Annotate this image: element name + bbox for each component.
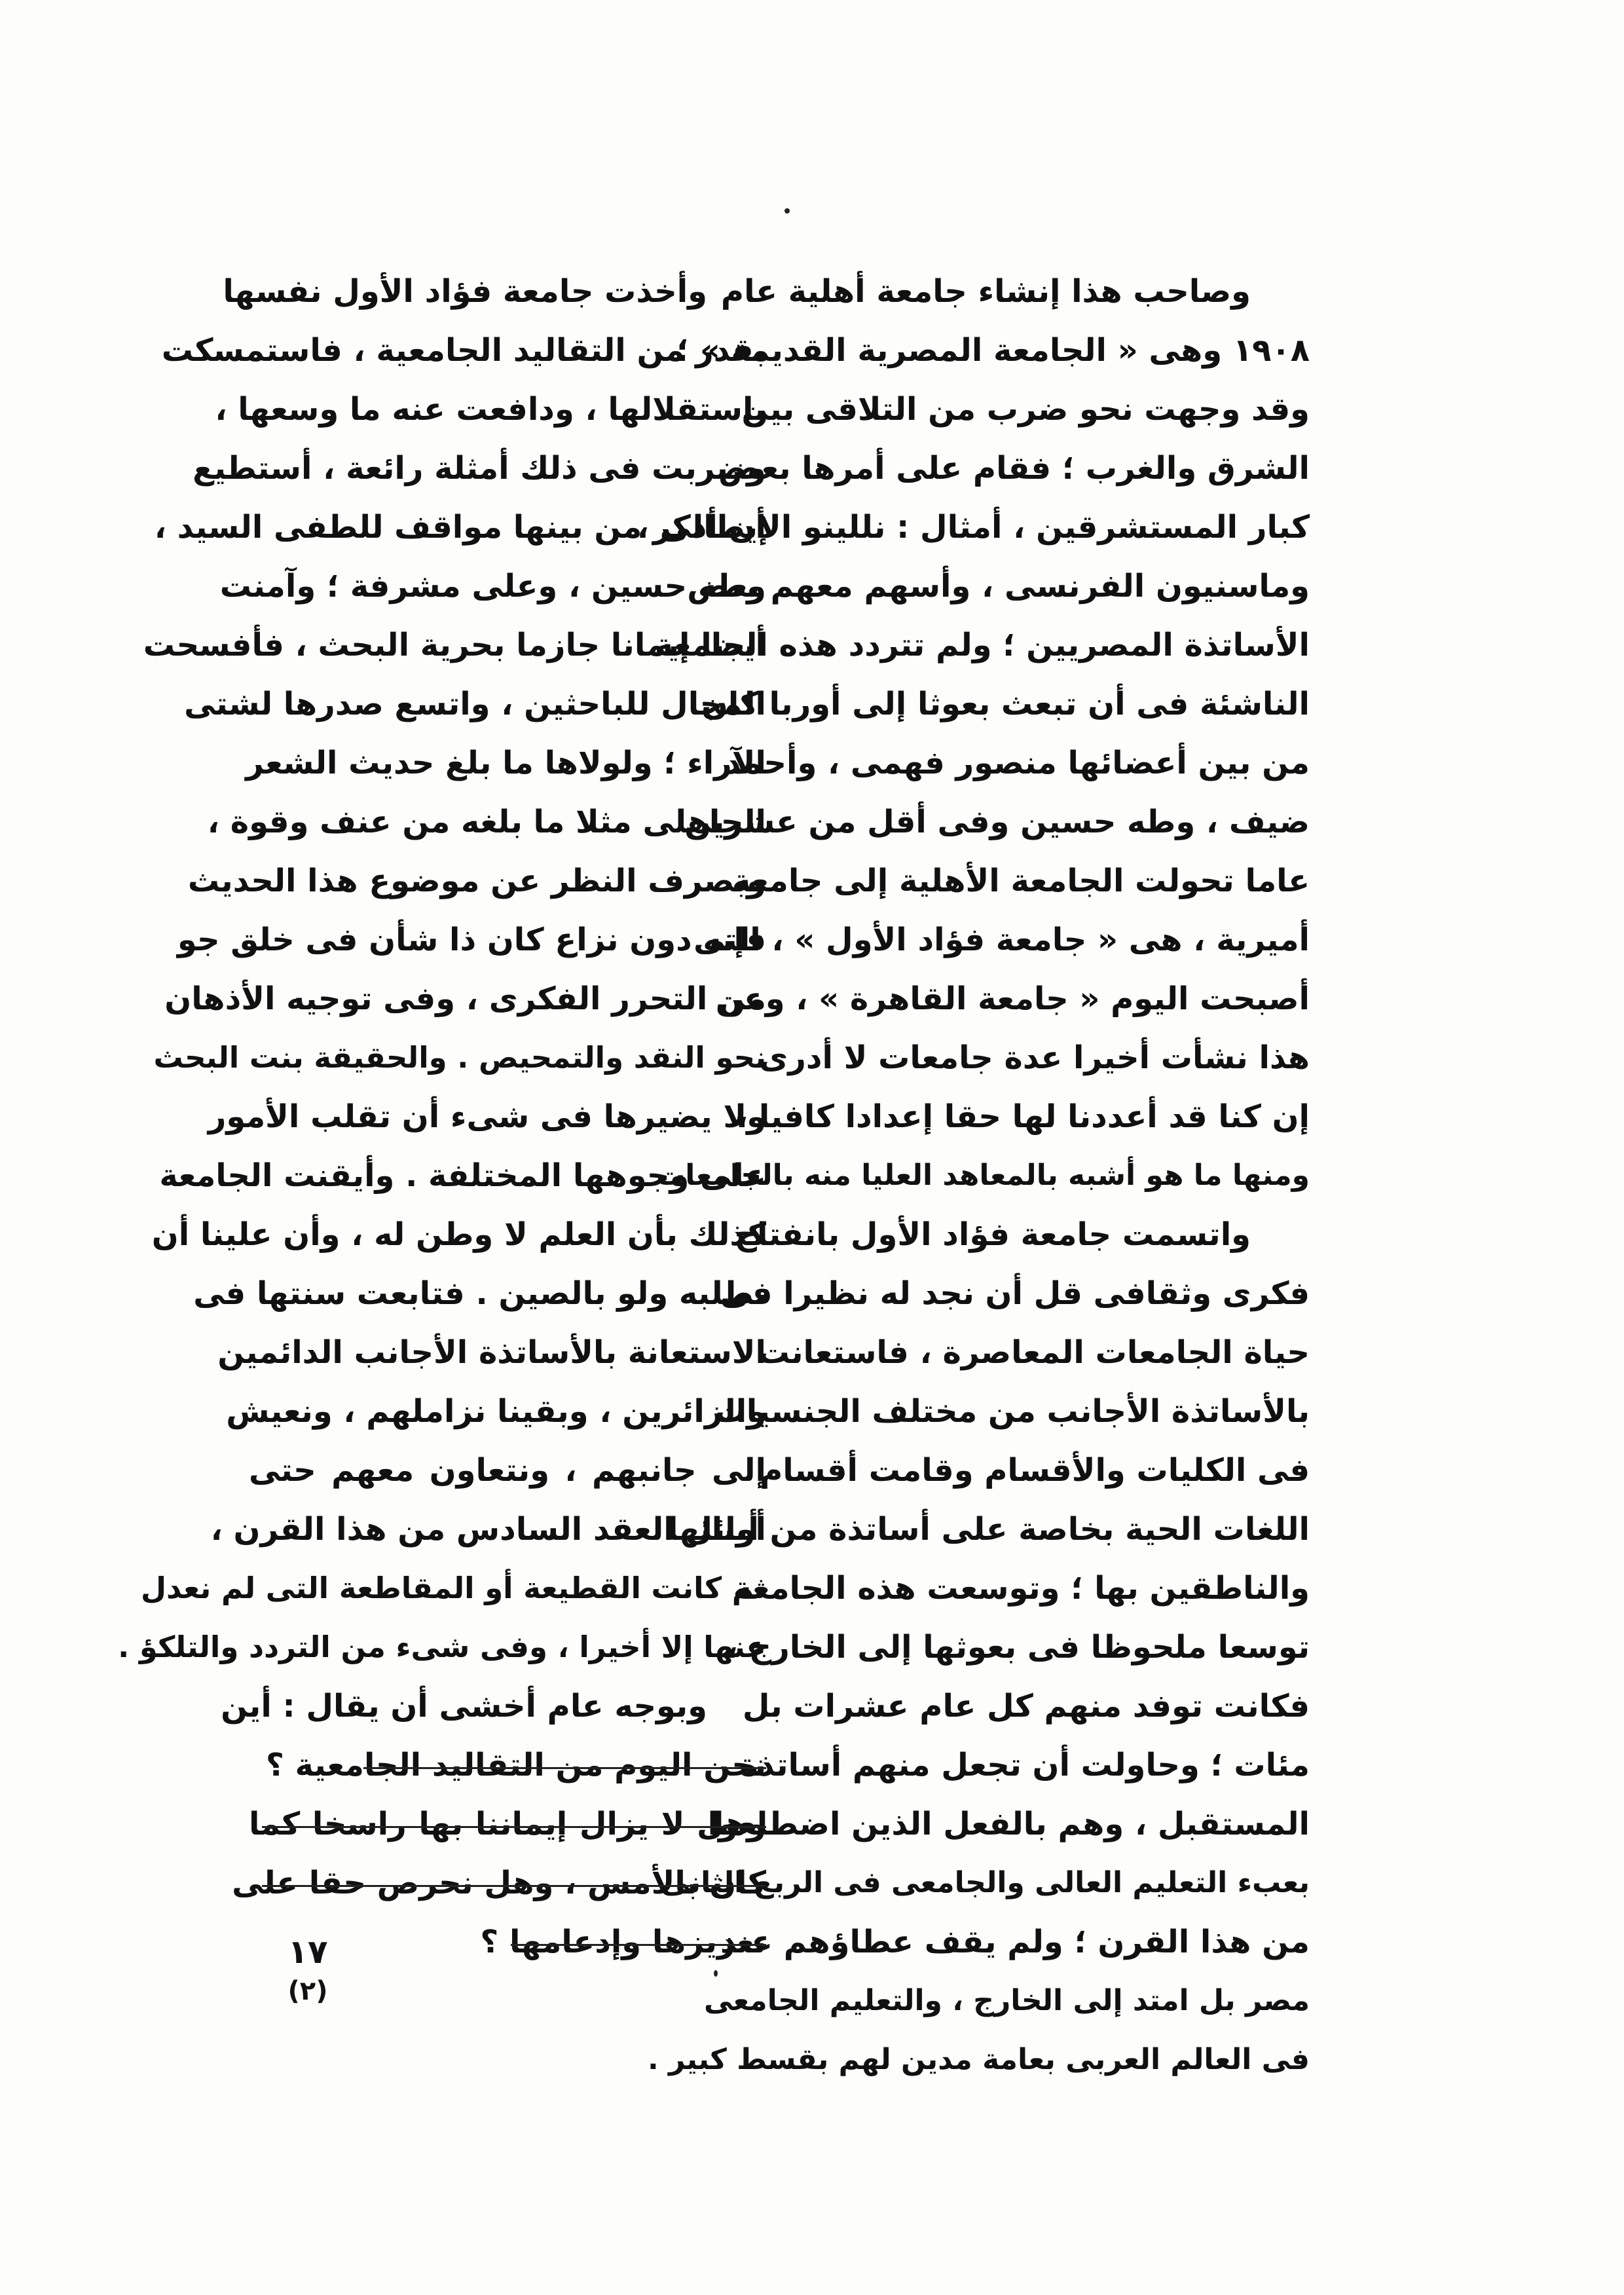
text-line: نطلبه ولو بالصين . فتابعت سنتها فى [193,1275,766,1312]
text-line: واتسمت جامعة فؤاد الأول بانفتاح [734,1216,1251,1253]
text-line: من بين أعضائها منصور فهمى ، وأحمد [724,745,1310,781]
text-line: فإنه دون نزاع كان ذا شأن فى خلق جو [177,922,766,958]
text-line: فكرى وثقافى قل أن نجد له نظيرا فى [720,1275,1310,1312]
text-line: ومنها ما هو أشبه بالمعاهد العليا منه بالجامعات [656,1159,1310,1192]
text-line: ضيف ، وطه حسين وفى أقل من عشرين [684,804,1310,840]
text-line: كذلك بأن العلم لا وطن له ، وأن علينا أن [151,1216,766,1253]
text-line: باستقلالها ، ودافعت عنه ما وسعها ، [215,391,766,428]
text-line: المستقبل ، وهم بالفعل الذين اضطلعوا [707,1806,1310,1842]
text-line: وطه حسين ، وعلى مشرفة ؛ وآمنت [219,568,766,605]
underline-rule [363,1767,766,1769]
article-column-left [118,262,766,1971]
text-line: مصر بل امتد إلى الخارج ، والتعليم الجامعى [703,1984,1310,2017]
text-line: كبار المستشرقين ، أمثال : نللينو الإيطالى ، [637,509,1310,546]
underline-rule [262,1826,766,1828]
text-line: فكانت توفد منهم كل عام عشرات بل [742,1688,1310,1725]
text-line: وبوجه عام أخشى أن يقال : أين [221,1688,707,1725]
text-line: والناطقين بها ؛ وتوسعت هذه الجامعة [733,1570,1310,1607]
page-sub-number: (٢) [287,1976,328,2006]
page-number: ١٧ [287,1933,328,1971]
text-line: الناشئة فى أن تبعث بعوثا إلى أوربا كان [701,686,1310,722]
text-line: وبصرف النظر عن موضوع هذا الحديث [187,863,766,899]
text-line: توسعا ملحوظا فى بعوثها إلى الخارج ، [726,1629,1310,1666]
text-line: ١٩٠٨ وهى « الجامعة المصرية القديمة » ؛ [676,332,1310,369]
text-line: وماسنيون الفرنسى ، وأسهم معهم بعض [687,568,1310,605]
article-column-right [637,262,1310,2089]
scan-speck [784,208,790,214]
text-line: فى العالم العربى بعامة مدين لهم بقسط كبير . [647,2043,1310,2076]
text-line: الآراء ؛ ولولاها ما بلغ حديث الشعر [246,745,766,781]
text-line: كان بالأمس ، وهل نحرص حقا على [232,1865,766,1901]
text-line: أن أذكر من بينها مواقف للطفى السيد ، [154,509,766,546]
text-line: نحن اليوم من التقاليد الجامعية ؟ [265,1747,766,1783]
text-line: وصاحب هذا إنشاء جامعة أهلية عام [720,273,1251,310]
text-line: والزائرين ، وبقينا نزاملهم ، ونعيش [226,1393,766,1430]
page-number-block [262,1932,354,2011]
text-line: هذا نشأت أخيرا عدة جامعات لا أدرى [759,1039,1310,1076]
text-line: حياة الجامعات المعاصرة ، فاستعانت [758,1334,1310,1371]
text-line: الجاهلى مثلا ما بلغه من عنف وقوة ، [207,804,766,840]
text-line: الاستعانة بالأساتذة الأجانب الدائمين [217,1334,766,1371]
text-line: نحو النقد والتمحيص . والحقيقة بنت البحث [153,1040,766,1075]
text-line: وهل لا يزال إيماننا بها راسخا كما [249,1806,766,1842]
text-line: على وجوهها المختلفة . وأيقنت الجامعة [159,1157,766,1194]
text-line: إلى جانبهم ، ونتعاون معهم حتى [249,1452,766,1489]
text-line: من التحرر الفكرى ، وفى توجيه الأذهان [164,980,766,1017]
text-line: أصبحت اليوم « جامعة القاهرة » ، وعن [715,980,1310,1017]
text-line: الأساتذة المصريين ؛ ولم تتردد هذه الجامعة [654,627,1310,663]
text-line: أيضا إيمانا جازما بحرية البحث ، فأفسحت [143,627,766,663]
text-line: المجال للباحثين ، واتسع صدرها لشتى [184,686,766,722]
text-line: فى الكليات والأقسام وقامت أقسام [760,1452,1310,1489]
text-line: عاما تحولت الجامعة الأهلية إلى جامعة [731,863,1310,899]
text-line: وضربت فى ذلك أمثلة رائعة ، أستطيع [193,450,766,487]
text-line: اللغات الحية بخاصة على أساتذة من أبنائها [667,1511,1310,1548]
text-line: تعزيزها وإدعامها ؟ [480,1924,766,1960]
text-line: بعبء التعليم العالى والجامعى فى الربع الثانى [661,1866,1310,1899]
underline-rule [511,1944,766,1946]
text-line: ثم كانت القطيعة أو المقاطعة التى لم نعدل [140,1571,766,1605]
text-line: أوائل العقد السادس من هذا القرن ، [210,1511,766,1548]
text-line: ولا يضيرها فى شىء أن تقلب الأمور [208,1098,766,1135]
underline-rule [262,1885,766,1887]
text-line: وقد وجهت نحو ضرب من التلاقى بين [741,391,1310,428]
text-line: بالأساتذة الأجانب من مختلف الجنسيات [714,1393,1310,1430]
text-line: إن كنا قد أعددنا لها حقا إعدادا كافيا ، [735,1098,1310,1135]
text-line: الشرق والغرب ؛ فقام على أمرها بعض [718,450,1310,487]
text-line: أميرية ، هى « جامعة فؤاد الأول » ، التى [693,922,1310,958]
text-line: من هذا القرن ؛ ولم يقف عطاؤهم عند [720,1924,1310,1960]
text-line: وأخذت جامعة فؤاد الأول نفسها [223,273,707,310]
text-line: بقدر من التقاليد الجامعية ، فاستمسكت [161,332,766,369]
text-line: مئات ؛ وحاولت أن تجعل منهم أساتذة [739,1747,1310,1783]
text-line: عنها إلا أخيرا ، وفى شىء من التردد والتلكؤ . [118,1630,766,1664]
